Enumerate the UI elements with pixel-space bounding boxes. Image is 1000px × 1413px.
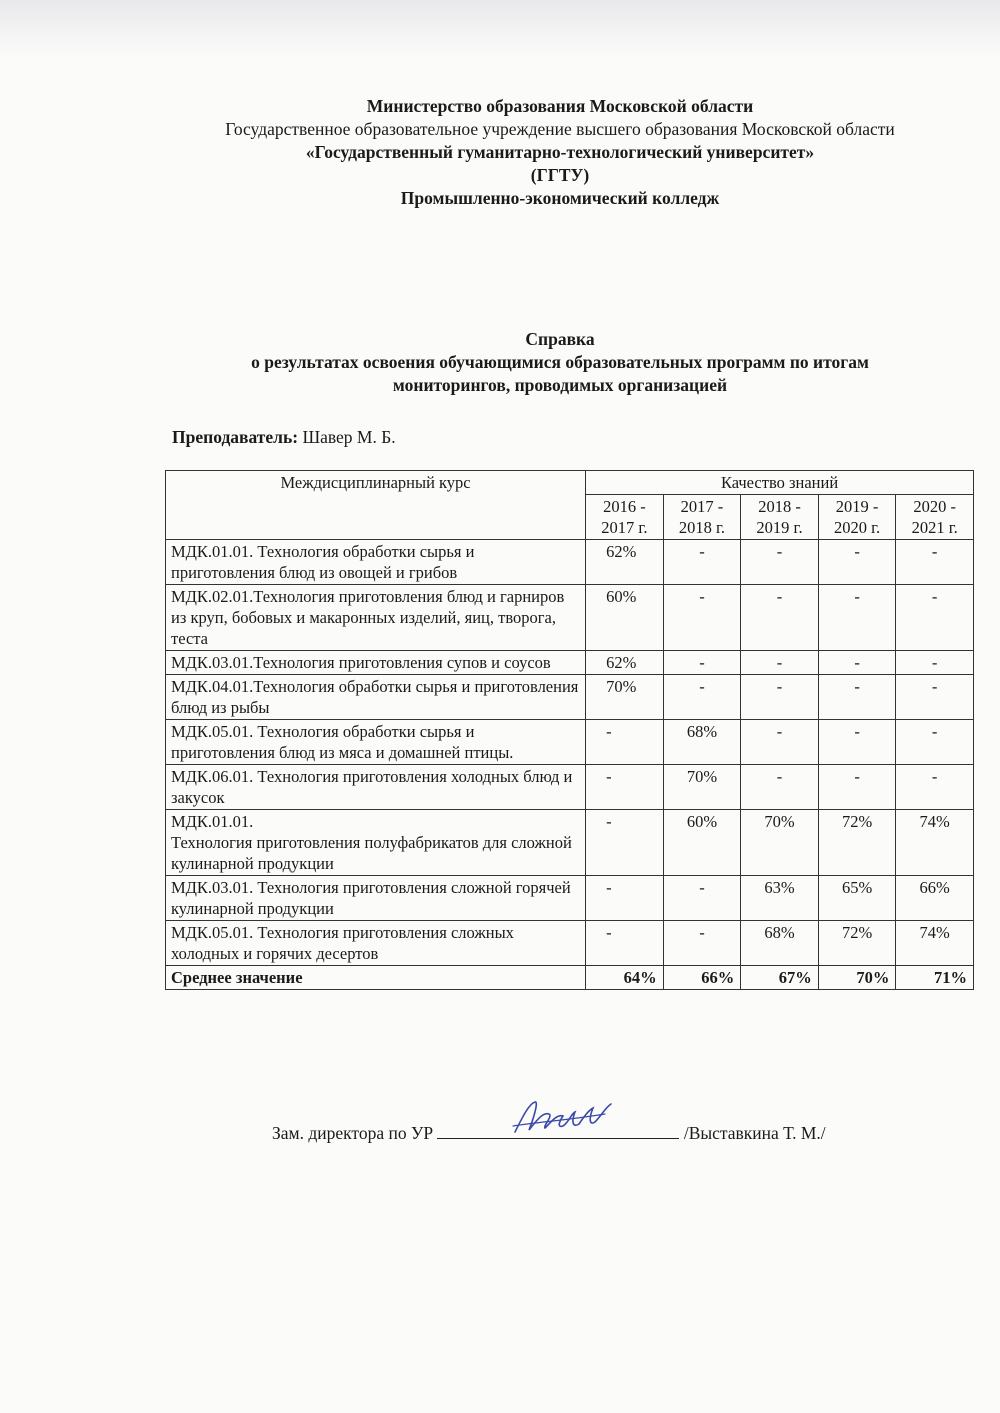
quality-value: 63% <box>741 876 819 921</box>
teacher-label: Преподаватель: <box>172 427 299 447</box>
year-header: 2017 - 2018 г. <box>663 495 741 540</box>
quality-value: - <box>663 651 741 675</box>
average-value: 64% <box>586 966 664 990</box>
quality-value: 74% <box>896 921 974 966</box>
quality-value: - <box>586 810 664 876</box>
quality-value: 68% <box>741 921 819 966</box>
quality-value: - <box>896 765 974 810</box>
quality-value: - <box>896 540 974 585</box>
quality-value: 72% <box>818 810 896 876</box>
table-row <box>166 585 974 651</box>
table-row <box>166 810 974 876</box>
year-header: 2018 - 2019 г. <box>741 495 819 540</box>
table-row <box>166 765 974 810</box>
document-subtitle-2: мониторингов, проводимых организацией <box>392 375 728 395</box>
document-header <box>0 95 1000 210</box>
ministry-name: Министерство образования Московской области <box>366 96 754 116</box>
table-row <box>166 720 974 765</box>
signature-blank <box>437 1118 679 1139</box>
course-name: МДК.05.01. Технология обработки сырья и приготовления блюд из мяса и домашней птицы. <box>166 720 586 765</box>
scan-shadow <box>0 0 1000 58</box>
document-title-block <box>0 328 1000 397</box>
average-value: 66% <box>663 966 741 990</box>
quality-value: 70% <box>663 765 741 810</box>
quality-value: - <box>663 876 741 921</box>
quality-value: - <box>818 720 896 765</box>
course-name: МДК.02.01.Технология приготовления блюд и гарниров из круп, бобовых и макаронных изделий, яиц, творога, теста <box>166 585 586 651</box>
quality-value: - <box>818 585 896 651</box>
teacher-name: Шавер М. Б. <box>302 427 396 447</box>
quality-value: - <box>741 540 819 585</box>
quality-value: - <box>741 585 819 651</box>
table-row <box>166 921 974 966</box>
course-name: МДК.05.01. Технология приготовления сложных холодных и горячих десертов <box>166 921 586 966</box>
quality-value: - <box>586 765 664 810</box>
quality-value: - <box>741 765 819 810</box>
table-row <box>166 651 974 675</box>
year-header: 2019 - 2020 г. <box>818 495 896 540</box>
quality-value: - <box>741 675 819 720</box>
signature-position: Зам. директора по УР <box>272 1123 434 1143</box>
quality-value: - <box>586 921 664 966</box>
quality-value: 68% <box>663 720 741 765</box>
year-header: 2016 - 2017 г. <box>586 495 664 540</box>
quality-value: - <box>663 675 741 720</box>
quality-value: 70% <box>741 810 819 876</box>
quality-value: - <box>741 720 819 765</box>
quality-value: - <box>586 876 664 921</box>
average-value: 71% <box>896 966 974 990</box>
quality-value: - <box>896 675 974 720</box>
course-name: МДК.01.01. Технология обработки сырья и приготовления блюд из овощей и грибов <box>166 540 586 585</box>
quality-value: - <box>896 585 974 651</box>
quality-column-header: Качество знаний <box>586 471 974 495</box>
quality-value: - <box>663 585 741 651</box>
table-row <box>166 540 974 585</box>
average-value: 70% <box>818 966 896 990</box>
signature-line <box>272 1118 826 1144</box>
document-title: Справка <box>525 329 595 349</box>
quality-value: 62% <box>586 651 664 675</box>
course-name: МДК.03.01.Технология приготовления супов и соусов <box>166 651 586 675</box>
table-row <box>166 876 974 921</box>
quality-value: - <box>896 720 974 765</box>
institution-name: Государственное образовательное учреждение высшего образования Московской области <box>225 119 895 139</box>
document-subtitle-1: о результатах освоения обучающимися образовательных программ по итогам <box>251 352 869 372</box>
quality-value: - <box>896 651 974 675</box>
course-name: МДК.04.01.Технология обработки сырья и приготовления блюд из рыбы <box>166 675 586 720</box>
quality-value: 60% <box>663 810 741 876</box>
quality-value: 65% <box>818 876 896 921</box>
quality-value: - <box>818 540 896 585</box>
quality-value: 60% <box>586 585 664 651</box>
quality-value: - <box>818 651 896 675</box>
table-body <box>166 540 974 990</box>
year-header: 2020 - 2021 г. <box>896 495 974 540</box>
university-name: «Государственный гуманитарно-технологический университет» <box>305 142 815 162</box>
average-label: Среднее значение <box>166 966 586 990</box>
course-column-header: Междисциплинарный курс <box>166 471 586 540</box>
university-abbr: (ГГТУ) <box>530 165 590 185</box>
quality-value: - <box>586 720 664 765</box>
teacher-line <box>172 427 396 448</box>
course-name: МДК.06.01. Технология приготовления холодных блюд и закусок <box>166 765 586 810</box>
quality-value: 74% <box>896 810 974 876</box>
signature-name: /Выставкина Т. М./ <box>683 1123 826 1143</box>
quality-value: - <box>741 651 819 675</box>
quality-value: 62% <box>586 540 664 585</box>
quality-value: - <box>818 675 896 720</box>
quality-value: 72% <box>818 921 896 966</box>
quality-value: - <box>663 540 741 585</box>
average-row <box>166 966 974 990</box>
course-name: МДК.03.01. Технология приготовления сложной горячей кулинарной продукции <box>166 876 586 921</box>
course-name: МДК.01.01. Технология приготовления полуфабрикатов для сложной кулинарной продукции <box>166 810 586 876</box>
average-value: 67% <box>741 966 819 990</box>
quality-value: 66% <box>896 876 974 921</box>
table-row <box>166 675 974 720</box>
quality-value: 70% <box>586 675 664 720</box>
college-name: Промышленно-экономический колледж <box>400 188 720 208</box>
quality-value: - <box>818 765 896 810</box>
quality-value: - <box>663 921 741 966</box>
grades-table <box>165 470 974 990</box>
handwritten-signature <box>509 1096 619 1140</box>
